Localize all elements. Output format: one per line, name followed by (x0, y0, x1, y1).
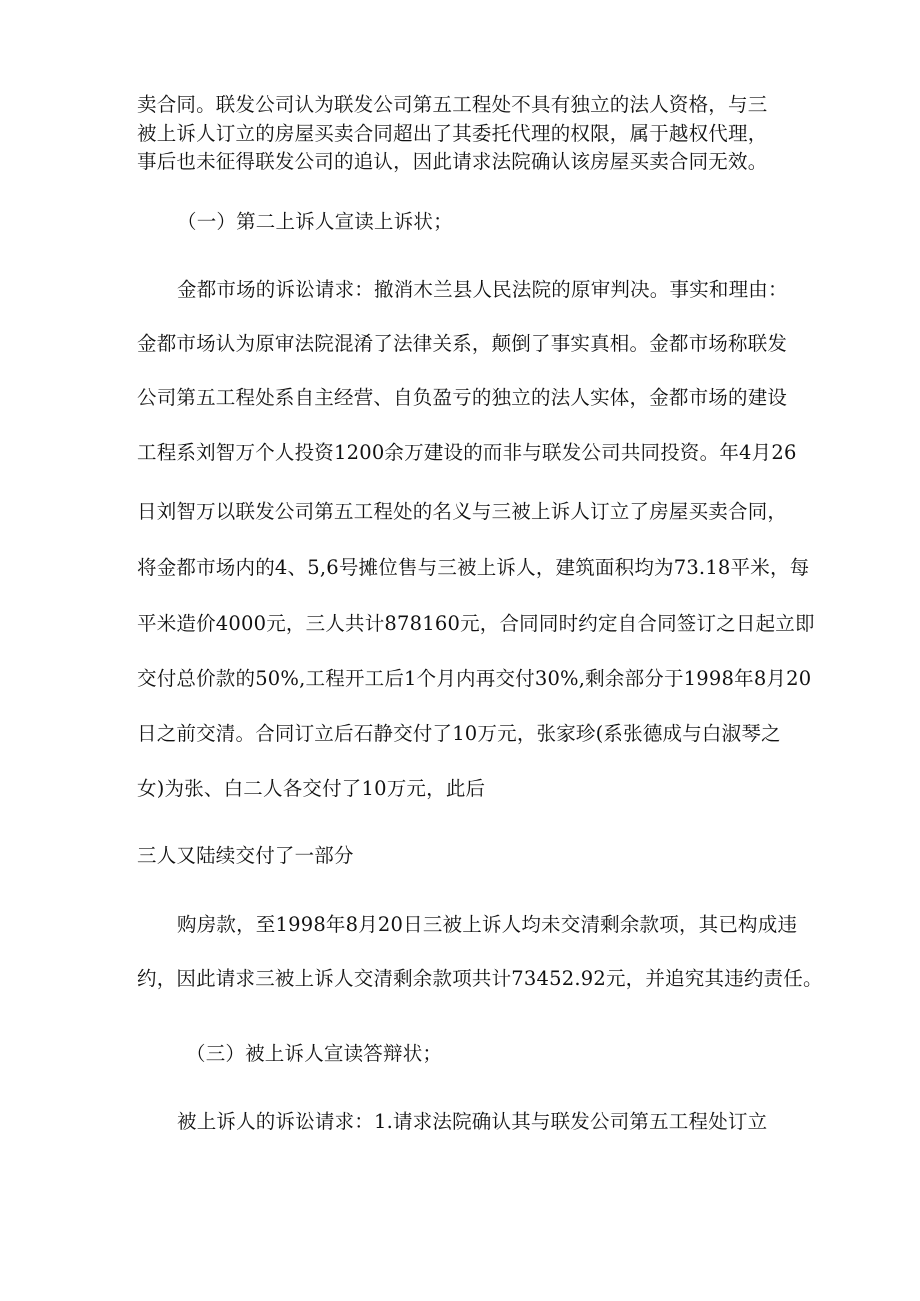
paragraph-line: 女)为张、白二人各交付了10万元，此后 (137, 777, 486, 800)
paragraph-line: 约，因此请求三被上诉人交清剩余款项共计73452.92元，并追究其违约责任。 (137, 967, 823, 990)
paragraph-line: 事后也未征得联发公司的追认，因此请求法院确认该房屋买卖合同无效。 (137, 150, 768, 173)
paragraph-line: 工程系刘智万个人投资1200余万建设的而非与联发公司共同投资。年4月26 (137, 441, 797, 464)
paragraph-line: 日之前交清。合同订立后石静交付了10万元，张家珍(系张德成与白淑琴之 (137, 722, 781, 745)
section-heading: （一）第二上诉人宣读上诉状； (177, 210, 453, 233)
paragraph-line: 将金都市场内的4、5,6号摊位售与三被上诉人，建筑面积均为73.18平米，每 (137, 556, 810, 579)
paragraph-line: 被上诉人的诉讼请求：1.请求法院确认其与联发公司第五工程处订立 (177, 1110, 768, 1133)
paragraph-line: 交付总价款的50%,工程开工后1个月内再交付30%,剩余部分于1998年8月20 (137, 667, 812, 690)
paragraph-line: 日刘智万以联发公司第五工程处的名义与三被上诉人订立了房屋买卖合同， (137, 500, 788, 523)
paragraph-line: 金都市场的诉讼请求：撤消木兰县人民法院的原审判决。事实和理由： (177, 278, 788, 301)
paragraph-line: 卖合同。联发公司认为联发公司第五工程处不具有独立的法人资格，与三 (137, 93, 768, 116)
paragraph-line: 金都市场认为原审法院混淆了法律关系，颠倒了事实真相。金都市场称联发 (137, 332, 788, 355)
paragraph-line: 三人又陆续交付了一部分 (137, 844, 354, 867)
paragraph-line: 购房款，至1998年8月20日三被上诉人均未交清剩余款项，其已构成违 (177, 913, 798, 936)
paragraph-line: 平米造价4000元，三人共计878160元，合同同时约定自合同签订之日起立即 (137, 612, 815, 635)
paragraph-line: 公司第五工程处系自主经营、自负盈亏的独立的法人实体，金都市场的建设 (137, 386, 788, 409)
section-heading: （三）被上诉人宣读答辩状； (186, 1042, 443, 1065)
paragraph-line: 被上诉人订立的房屋买卖合同超出了其委托代理的权限，属于越权代理， (137, 122, 768, 145)
